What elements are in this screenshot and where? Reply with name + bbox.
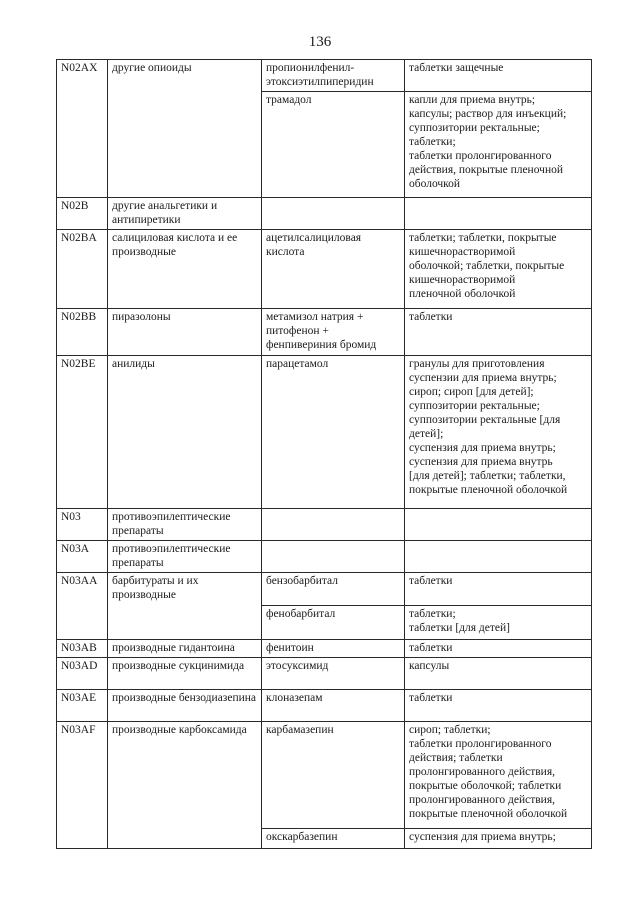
group-name-cell: производные карбоксамида — [108, 722, 262, 829]
table-row — [57, 230, 592, 309]
table-row — [57, 309, 592, 356]
group-name-cell: производные гидантоина — [108, 640, 262, 658]
dosage-forms-cell-line: пролонгированного действия, — [409, 794, 556, 806]
atc-code-cell: N02BB — [57, 309, 108, 356]
table-row — [57, 198, 592, 230]
table-row — [57, 722, 592, 829]
dosage-forms-cell-line: кишечнорастворимой — [409, 246, 516, 258]
substance-cell — [262, 309, 405, 356]
dosage-forms-cell — [405, 722, 592, 829]
dosage-forms-cell-line: суспензия для приема внутрь; — [409, 442, 556, 454]
dosage-forms-cell-line: таблетки [для детей] — [409, 622, 510, 634]
substance-cell-line: фенобарбитал — [266, 608, 336, 620]
group-name-cell — [108, 829, 262, 849]
substance-cell — [262, 198, 405, 230]
atc-code-cell: N03AB — [57, 640, 108, 658]
table-row — [57, 573, 592, 606]
dosage-forms-cell-line: таблетки — [409, 642, 453, 654]
group-name-cell: другие анальгетики и антипиретики — [108, 198, 262, 230]
substance-cell — [262, 60, 405, 92]
substance-cell-line: трамадол — [266, 94, 312, 106]
table-row — [57, 541, 592, 573]
dosage-forms-cell-line: кишечнорастворимой — [409, 274, 516, 286]
dosage-forms-cell-line: покрытые пленочной оболочкой — [409, 808, 568, 820]
dosage-forms-cell-line: [для детей]; таблетки; таблетки, — [409, 470, 566, 482]
table-row — [57, 356, 592, 509]
dosage-forms-cell-line: оболочкой — [409, 178, 461, 190]
dosage-forms-cell-line: таблетки; — [409, 136, 456, 148]
atc-code-cell: N02B — [57, 198, 108, 230]
dosage-forms-cell-line: таблетки пролонгированного — [409, 150, 552, 162]
dosage-forms-cell — [405, 198, 592, 230]
group-name-cell: производные бензодиазепина — [108, 690, 262, 722]
dosage-forms-cell — [405, 509, 592, 541]
dosage-forms-cell-line: суппозитории ректальные [для — [409, 414, 561, 426]
substance-cell — [262, 829, 405, 849]
table-row — [57, 509, 592, 541]
substance-cell — [262, 690, 405, 722]
substance-cell-line: этоксиэтилпиперидин — [266, 76, 374, 88]
substance-cell-line: парацетамол — [266, 358, 329, 370]
dosage-forms-cell — [405, 658, 592, 690]
dosage-forms-cell-line: таблетки пролонгированного — [409, 738, 552, 750]
dosage-forms-cell-line: таблетки защечные — [409, 62, 504, 74]
table-row — [57, 829, 592, 849]
dosage-forms-cell — [405, 606, 592, 640]
dosage-forms-cell-line: детей]; — [409, 428, 444, 440]
dosage-forms-cell-line: гранулы для приготовления — [409, 358, 545, 370]
dosage-forms-cell — [405, 230, 592, 309]
table-row — [57, 60, 592, 92]
dosage-forms-cell-line: таблетки — [409, 575, 453, 587]
dosage-forms-cell — [405, 690, 592, 722]
atc-code-cell: N03AE — [57, 690, 108, 722]
substance-cell — [262, 509, 405, 541]
substance-cell — [262, 722, 405, 829]
table-row — [57, 606, 592, 640]
dosage-forms-cell-line: капсулы — [409, 660, 450, 672]
dosage-forms-cell-line: покрытые пленочной оболочкой — [409, 484, 568, 496]
dosage-forms-cell-line: капсулы; раствор для инъекций; — [409, 108, 567, 120]
table-row — [57, 92, 592, 198]
drug-table — [56, 59, 592, 849]
dosage-forms-cell-line: действия, покрытые пленочной — [409, 164, 564, 176]
dosage-forms-cell-line: суспензия для приема внутрь — [409, 456, 553, 468]
dosage-forms-cell-line: суспензия для приема внутрь; — [409, 831, 556, 843]
dosage-forms-cell — [405, 829, 592, 849]
atc-code-cell: N03 — [57, 509, 108, 541]
dosage-forms-cell-line: таблетки — [409, 692, 453, 704]
substance-cell-line: фенитоин — [266, 642, 314, 654]
substance-cell-line: пропионилфенил- — [266, 62, 355, 74]
atc-code-cell — [57, 829, 108, 849]
group-name-cell: противоэпилептические препараты — [108, 509, 262, 541]
group-name-cell — [108, 606, 262, 640]
substance-cell-line: бензобарбитал — [266, 575, 339, 587]
dosage-forms-cell-line: пленочной оболочкой — [409, 288, 516, 300]
dosage-forms-cell — [405, 541, 592, 573]
group-name-cell: анилиды — [108, 356, 262, 509]
table-row — [57, 658, 592, 690]
substance-cell-line: кислота — [266, 246, 305, 258]
dosage-forms-cell-line: действия; таблетки — [409, 752, 503, 764]
atc-code-cell: N03AF — [57, 722, 108, 829]
group-name-cell: пиразолоны — [108, 309, 262, 356]
substance-cell-line: карбамазепин — [266, 724, 334, 736]
substance-cell-line: окскарбазепин — [266, 831, 338, 843]
table-row — [57, 640, 592, 658]
dosage-forms-cell — [405, 356, 592, 509]
group-name-cell: другие опиоиды — [108, 60, 262, 92]
substance-cell-line: фенпивериния бромид — [266, 339, 377, 351]
dosage-forms-cell-line: капли для приема внутрь; — [409, 94, 536, 106]
dosage-forms-cell-line: пролонгированного действия, — [409, 766, 556, 778]
group-name-cell: салициловая кислота и ее производные — [108, 230, 262, 309]
dosage-forms-cell-line: таблетки; таблетки, покрытые — [409, 232, 557, 244]
group-name-cell: барбитураты и их производные — [108, 573, 262, 606]
atc-code-cell: N02AX — [57, 60, 108, 92]
group-name-cell — [108, 92, 262, 198]
substance-cell — [262, 92, 405, 198]
atc-code-cell: N03AA — [57, 573, 108, 606]
substance-cell-line: этосуксимид — [266, 660, 329, 672]
group-name-cell: производные сукцинимида — [108, 658, 262, 690]
substance-cell-line: питофенон + — [266, 325, 329, 337]
dosage-forms-cell — [405, 309, 592, 356]
substance-cell-line: клоназепам — [266, 692, 323, 704]
substance-cell — [262, 230, 405, 309]
dosage-forms-cell — [405, 92, 592, 198]
dosage-forms-cell-line: суппозитории ректальные; — [409, 122, 540, 134]
dosage-forms-cell-line: суппозитории ректальные; — [409, 400, 540, 412]
group-name-cell: противоэпилептические препараты — [108, 541, 262, 573]
substance-cell — [262, 658, 405, 690]
dosage-forms-cell — [405, 573, 592, 606]
atc-code-cell: N03AD — [57, 658, 108, 690]
substance-cell-line: ацетилсалициловая — [266, 232, 362, 244]
atc-code-cell: N02BE — [57, 356, 108, 509]
dosage-forms-cell-line: таблетки — [409, 311, 453, 323]
substance-cell-line: метамизол натрия + — [266, 311, 364, 323]
dosage-forms-cell — [405, 60, 592, 92]
dosage-forms-cell-line: сироп; сироп [для детей]; — [409, 386, 534, 398]
table-row — [57, 690, 592, 722]
dosage-forms-cell-line: суспензии для приема внутрь; — [409, 372, 557, 384]
substance-cell — [262, 640, 405, 658]
substance-cell — [262, 356, 405, 509]
dosage-forms-cell — [405, 640, 592, 658]
substance-cell — [262, 541, 405, 573]
atc-code-cell: N03A — [57, 541, 108, 573]
atc-code-cell: N02BA — [57, 230, 108, 309]
atc-code-cell — [57, 606, 108, 640]
substance-cell — [262, 573, 405, 606]
dosage-forms-cell-line: оболочкой; таблетки, покрытые — [409, 260, 565, 272]
dosage-forms-cell-line: таблетки; — [409, 608, 456, 620]
dosage-forms-cell-line: сироп; таблетки; — [409, 724, 491, 736]
substance-cell — [262, 606, 405, 640]
page-number: 136 — [308, 34, 332, 50]
dosage-forms-cell-line: покрытые оболочкой; таблетки — [409, 780, 562, 792]
atc-code-cell — [57, 92, 108, 198]
